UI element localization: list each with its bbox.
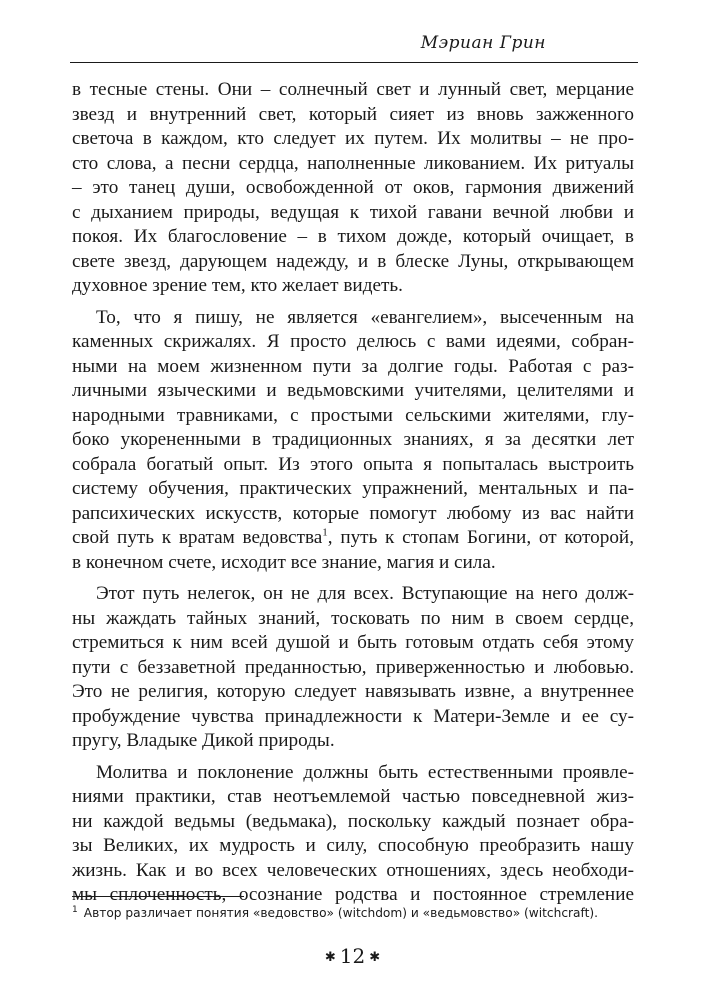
text-line: собрала богатый опыт. Из этого опыта я попыталась выстроить <box>72 453 634 475</box>
text-line-with-footnote <box>72 526 634 551</box>
footnote-text: Автор различает понятия «ведовство» (witchdom) и «ведьмовство» (witchcraft). <box>83 906 599 921</box>
text-line: духовное зрение тем, кто желает видеть. <box>72 275 403 296</box>
ornament-star-icon: ✱ <box>369 949 381 965</box>
text-line: ни каждой ведьмы (ведьмака), поскольку каждый познает обра- <box>72 810 634 832</box>
text-line: пути с беззаветной преданностью, приверженностью и любовью. <box>72 656 634 678</box>
text-line: ными на моем жизненном пути за долгие годы. Работая с раз- <box>72 355 634 377</box>
text-line: Этот путь нелегок, он не для всех. Вступающие на него долж- <box>96 583 634 604</box>
text-line: боко укорененными в традиционных знаниях, я за десятки лет <box>72 429 634 450</box>
text-line: сто слова, а песни сердца, наполненные ликованием. Их ритуалы <box>72 152 634 174</box>
ornament-star-icon: ✱ <box>324 949 336 965</box>
text-line: покоя. Их благословение – в тихом дожде, который очищает, в <box>72 226 634 247</box>
text-segment: , путь к стопам Богини, от которой, <box>327 527 634 548</box>
text-line: звезд и внутренний свет, который сияет из вновь зажженного <box>72 103 634 125</box>
text-line: мы сплоченность, осознание родства и постоянное стремление <box>72 884 634 905</box>
text-line: зы Великих, их мудрость и силу, способную преобразить нашу <box>72 835 634 856</box>
text-line: Молитва и поклонение должны быть естественными проявле- <box>96 761 634 783</box>
text-line: каменных скрижалях. Я просто делюсь с вами идеями, собран- <box>72 331 634 352</box>
footnote-reference[interactable]: 1 <box>322 526 328 539</box>
running-header <box>70 32 638 63</box>
paragraph-4 <box>72 761 634 908</box>
text-line: рапсихических искусств, которые помогут любому из вас найти <box>72 502 634 524</box>
text-line: пробуждение чувства принадлежности к Матери-Земле и ее су- <box>72 705 634 727</box>
footnote <box>72 902 672 921</box>
text-line: в конечном счете, исходит все знание, магия и сила. <box>72 551 496 573</box>
text-line: пругу, Владыке Дикой природы. <box>72 730 335 751</box>
header-author: Мэриан Грин <box>420 33 546 53</box>
text-line: жизнь. Как и во всех человеческих отношениях, здесь необходи- <box>72 859 634 881</box>
text-line: народными травниками, с простыми сельскими жителями, глу- <box>72 404 634 426</box>
text-line: личными языческими и ведьмовскими учителями, целителями и <box>72 380 634 401</box>
text-line: свете звезд, дарующем надежду, и в блеске Луны, открывающем <box>72 250 634 272</box>
text-line: с дыханием природы, ведущая к тихой гавани вечной любви и <box>72 201 634 223</box>
paragraph-3 <box>72 582 634 754</box>
footnote-marker: 1 <box>72 905 78 915</box>
body-text <box>72 78 634 915</box>
text-line: Это не религия, которую следует навязывать извне, а внутреннее <box>72 681 634 702</box>
page-number: 12 <box>339 944 366 968</box>
paragraph-2 <box>72 306 634 576</box>
text-line: в тесные стены. Они – солнечный свет и лунный свет, мерцание <box>72 79 634 100</box>
text-line: светоча в каждом, кто следует их путем. Их молитвы – не про- <box>72 128 634 149</box>
page-number-block <box>0 944 705 970</box>
text-line: ниями практики, став неотъемлемой частью повседневной жиз- <box>72 786 634 807</box>
paragraph-1 <box>72 78 634 299</box>
text-line: – это танец души, освобожденной от оков, гармония движений <box>72 177 634 198</box>
text-line: стремиться к ним всей душой и быть готовым отдать себя этому <box>72 632 634 653</box>
text-line: ны жаждать тайных знаний, тосковать по ним в своем сердце, <box>72 607 634 629</box>
footnote-divider <box>72 896 244 897</box>
text-line: То, что я пишу, не является «евангелием», высеченным на <box>96 306 634 328</box>
text-line: систему обучения, практических упражнений, ментальных и па- <box>72 478 634 499</box>
text-segment: свой путь к вратам ведовства <box>72 527 323 548</box>
